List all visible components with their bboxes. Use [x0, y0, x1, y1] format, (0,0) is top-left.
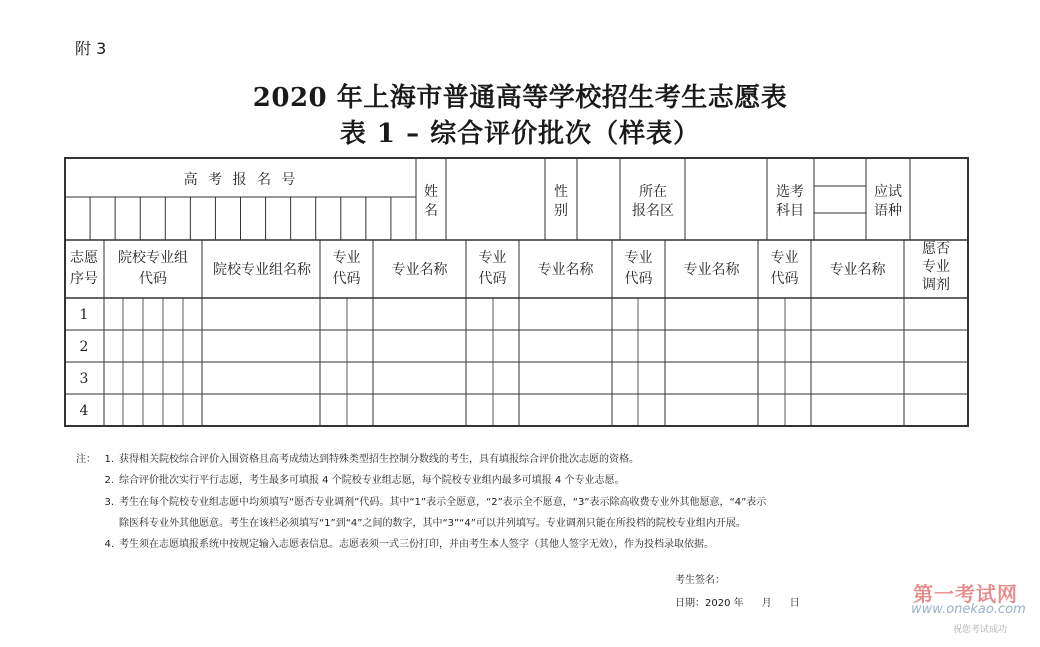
seq-header-2: 序号 [70, 271, 98, 287]
adjust-header-1: 愿否 [922, 241, 950, 257]
major-code-header-3-line2: 代码 [624, 271, 653, 287]
table-outer-border [65, 158, 968, 426]
attachment-label: 附 3 [75, 39, 107, 58]
signature-label: 考生签名： [675, 575, 725, 586]
major-name-header-1: 专业名称 [391, 262, 448, 278]
note-number: 2. [104, 475, 114, 487]
major-code-header-1-line1: 专业 [332, 250, 361, 266]
date-line [675, 594, 818, 609]
major-code-header-3-line1: 专业 [624, 250, 653, 266]
note-number: 3. [104, 496, 114, 508]
form-title: 2020 年上海市普通高等学校招生考生志愿表 [252, 83, 788, 113]
major-name-header-3: 专业名称 [683, 262, 740, 278]
notes-section [76, 449, 976, 555]
note-number: 1. [104, 454, 114, 465]
notes-lead: 注： [76, 454, 96, 465]
note-text: 除医科专业外其他愿意。考生在该栏必须填写“1”到“4”之间的数字，其中“3”“4”可以并列填写。专业调剂只能在所投档的院校专业组内开展。 [119, 517, 746, 529]
major-name-header-4: 专业名称 [829, 262, 886, 278]
name-label-1: 姓 [424, 184, 438, 200]
note-item [76, 513, 976, 534]
watermark-logo [905, 578, 1035, 640]
watermark-slogan: 祝您考试成功 [953, 625, 1008, 635]
watermark-name: 第一考试网 [913, 582, 1018, 606]
row-number-2: 2 [79, 339, 89, 355]
region-label-1: 所在 [639, 184, 667, 200]
gender-label-2: 别 [554, 203, 568, 219]
note-number [96, 513, 119, 534]
note-number: 4. [104, 539, 114, 551]
note-text: 考生在每个院校专业组志愿中均须填写“愿否专业调剂”代码。其中“1”表示全愿意，“2”表示全不愿意，“3”表示除高收费专业外其他愿意，“4”表示 [119, 496, 767, 508]
major-code-header-4-line1: 专业 [770, 250, 799, 266]
major-code-header-1-line2: 代码 [332, 271, 361, 287]
adjust-header-2: 专业 [922, 259, 950, 275]
date-label: 日期：2020 年 [675, 598, 744, 609]
language-label-1: 应试 [874, 184, 902, 200]
major-code-header-2-line1: 专业 [478, 250, 507, 266]
date-day: 日 [789, 598, 800, 609]
exam-no-label: 高 考 报 名 号 [183, 172, 299, 188]
row-numbers [80, 307, 89, 419]
row-number-4: 4 [79, 403, 89, 419]
exam-no-digit-cells [90, 197, 391, 240]
major-code-header-4-line2: 代码 [770, 271, 799, 287]
group-name-header: 院校专业组名称 [213, 262, 311, 278]
note-item [76, 470, 976, 491]
note-text: 获得相关院校综合评价入围资格且高考成绩达到特殊类型招生控制分数线的考生，具有填报综合评价批次志愿的资格。 [119, 454, 639, 465]
row-dividers [65, 330, 968, 394]
row-number-3: 3 [79, 371, 89, 387]
subjects-label-1: 选考 [776, 184, 804, 200]
major-name-header-2: 专业名称 [537, 262, 594, 278]
gender-label-1: 性 [554, 184, 568, 200]
form-subtitle: 表 1 – 综合评价批次（样表） [339, 119, 701, 149]
group-code-header-1: 院校专业组 [118, 250, 188, 266]
name-label-2: 名 [424, 203, 438, 219]
group-code-header-2: 代码 [139, 271, 167, 287]
region-label-2: 报名区 [632, 203, 674, 219]
subjects-label-2: 科目 [776, 203, 804, 219]
row-number-1: 1 [79, 307, 89, 323]
watermark-url: www.onekao.com [911, 602, 1026, 617]
note-item [76, 534, 976, 555]
language-label-2: 语种 [874, 203, 902, 219]
date-month: 月 [761, 598, 772, 609]
adjust-header-3: 调剂 [922, 277, 950, 293]
note-text: 综合评价批次实行平行志愿，考生最多可填报 4 个院校专业组志愿，每个院校专业组内最多可填报 4 个专业志愿。 [119, 475, 625, 487]
major-code-header-2-line2: 代码 [478, 271, 507, 287]
note-item [76, 492, 976, 513]
note-text: 考生须在志愿填报系统中按规定输入志愿表信息。志愿表须一式三份打印，并由考生本人签字（其他人签字无效），作为投档录取依据。 [119, 539, 714, 551]
note-item [76, 449, 976, 470]
seq-header-1: 志愿 [70, 250, 98, 266]
